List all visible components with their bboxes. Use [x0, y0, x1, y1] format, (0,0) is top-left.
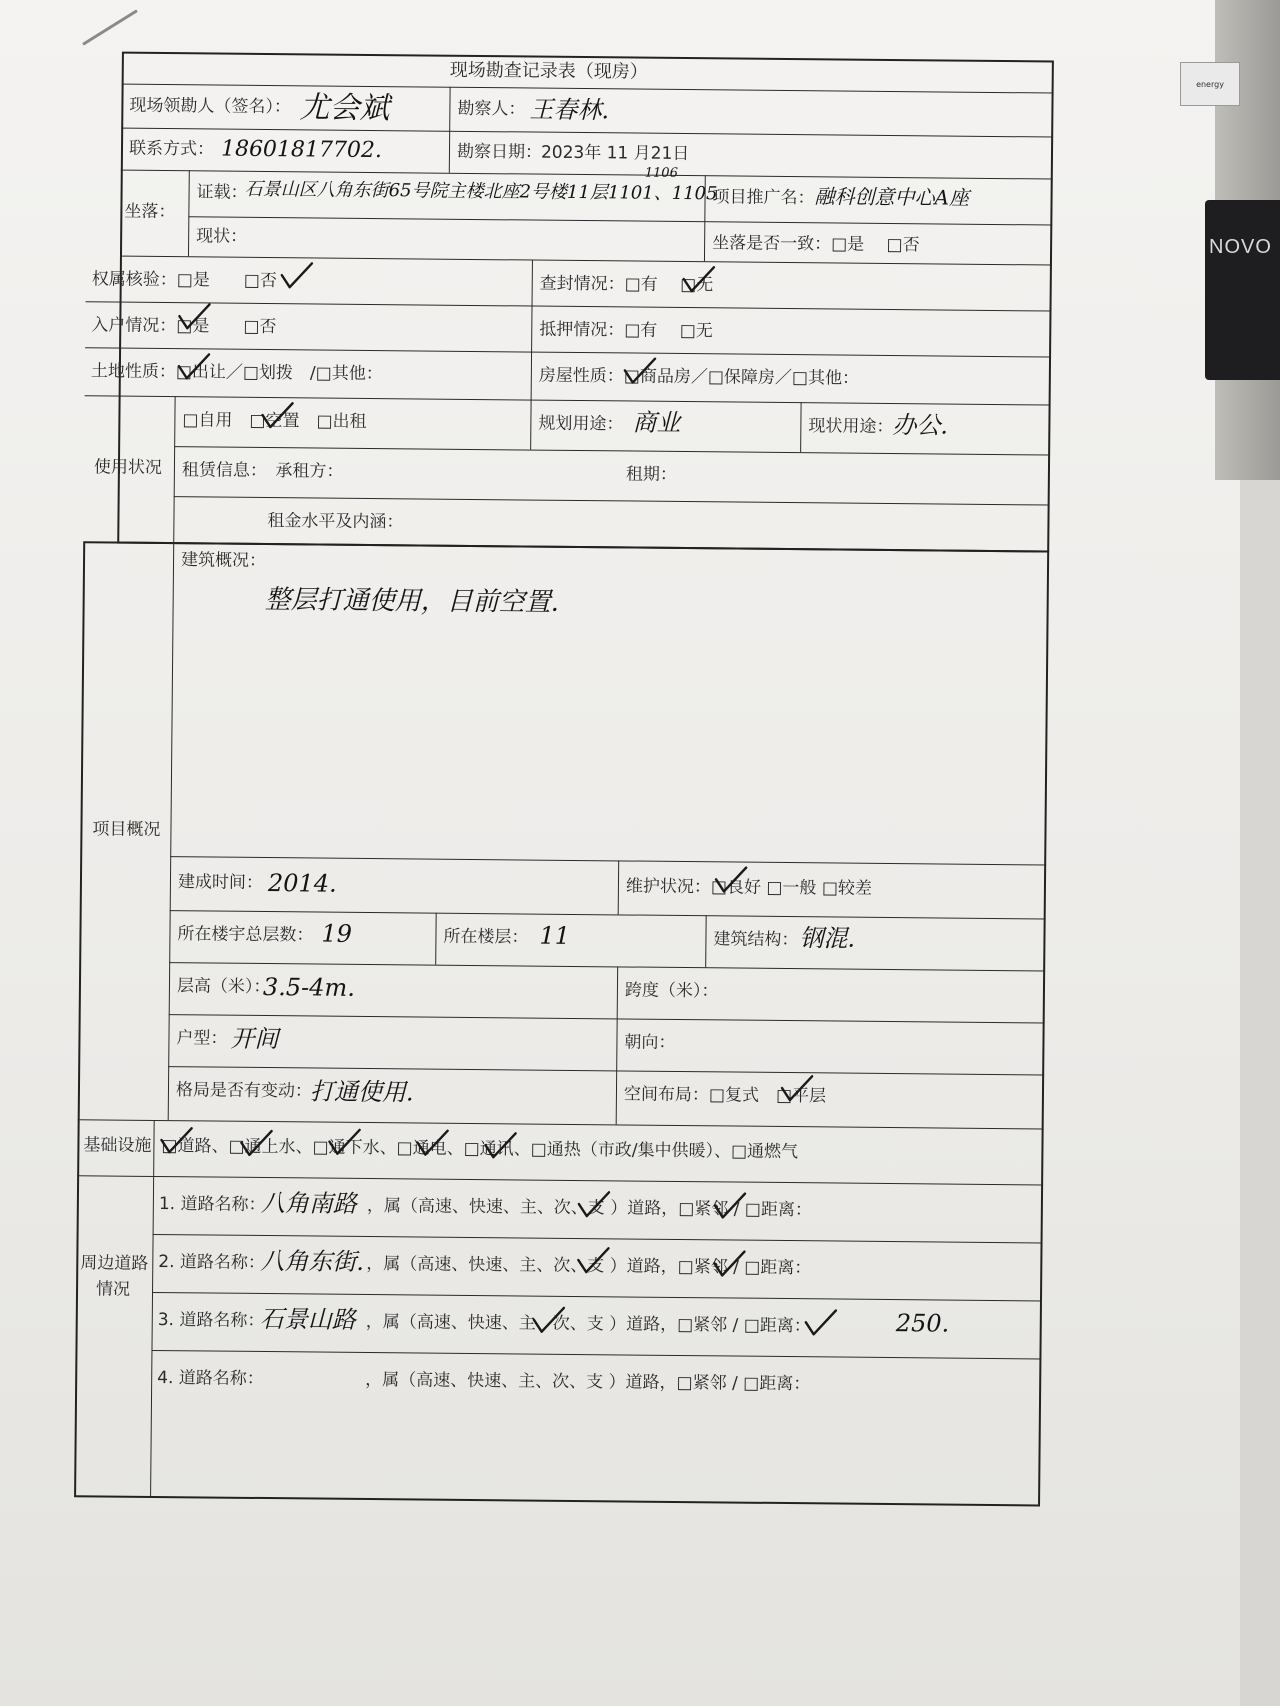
cert-label: 证载：	[196, 182, 248, 203]
check-mark	[157, 1126, 197, 1156]
mortgage-status: 抵押情况：□有 □无	[539, 319, 713, 342]
road-2-attributes: ，属（高速、快速、主、次、支 ）道路，□紧邻 / □距离：	[366, 1253, 812, 1279]
leader-signature: 尤会斌	[299, 90, 390, 127]
infrastructure-section-label: 基础设施	[83, 1135, 152, 1156]
building-overview-value: 整层打通使用，目前空置.	[264, 584, 560, 618]
project-section-label: 项目概况	[92, 819, 161, 841]
total-floors-value: 19	[321, 919, 353, 948]
check-mark	[711, 1191, 751, 1221]
location-match: 坐落是否一致：□是 □否	[712, 233, 920, 256]
check-mark	[778, 1074, 818, 1104]
entry-status: 入户情况：□是 □否	[91, 315, 277, 338]
laptop-edge	[1205, 200, 1280, 380]
surveyor-label: 勘察人：	[457, 98, 526, 120]
road-1-attributes: ，属（高速、快速、主、次、支 ）道路，□紧邻 / □距离：	[366, 1195, 813, 1221]
project-name-value: 融科创意中心A座	[814, 184, 970, 210]
house-nature: 房屋性质：□商品房／□保障房／□其他：	[538, 365, 860, 389]
layout-change-label: 格局是否有变动：	[175, 1080, 313, 1102]
location-label: 坐落：	[124, 201, 176, 223]
floor-height-value: 3.5-4m.	[262, 972, 356, 1002]
floor-label: 所在楼层：	[443, 926, 529, 948]
orientation-label: 朝向：	[624, 1032, 676, 1053]
cert-note: 1106	[644, 165, 678, 181]
structure-label: 建筑结构：	[713, 929, 799, 951]
check-mark	[237, 1129, 277, 1159]
check-mark	[258, 401, 298, 431]
building-overview-label: 建筑概况：	[180, 550, 267, 572]
roads-section-label: 周边道路	[80, 1253, 149, 1274]
road-3-label: 3. 道路名称：	[157, 1309, 265, 1332]
floor-height-label: 层高（米）：	[176, 976, 271, 998]
survey-form	[46, 45, 1150, 1525]
lease-term-label: 租期：	[625, 464, 677, 485]
cert-address: 石景山区八角东街65号院主楼北座2号楼11层1101、1105	[244, 178, 718, 205]
maintenance-status: 维护状况：□良好 □一般 □较差	[625, 876, 873, 899]
check-mark	[413, 1128, 453, 1158]
unit-type-label: 户型：	[176, 1028, 228, 1049]
current-use-value: 办公.	[892, 411, 949, 440]
road-2-name: 八角东街.	[260, 1246, 365, 1276]
road-3-attributes: ，属（高速、快速、主、次、支 ）道路，□紧邻 / □距离：	[365, 1311, 811, 1337]
check-mark	[712, 865, 752, 895]
built-time-value: 2014.	[267, 869, 337, 898]
rent-level-label: 租金水平及内涵：	[267, 511, 404, 533]
road-2-label: 2. 道路名称：	[158, 1252, 266, 1274]
current-status-label: 现状：	[196, 226, 248, 247]
built-time-label: 建成时间：	[177, 872, 264, 893]
span-label: 跨度（米）：	[624, 980, 719, 1002]
leader-label: 现场领勘人（签名）：	[129, 95, 292, 118]
check-mark	[575, 1190, 615, 1220]
ownership-check: 权属核验：□是 □否	[91, 269, 277, 292]
space-layout: 空间布局：□复式 □平层	[623, 1084, 827, 1107]
survey-date-label: 勘察日期：	[456, 141, 543, 163]
current-use-label: 现状用途：	[808, 416, 894, 438]
structure-value: 钢混.	[799, 924, 856, 953]
infrastructure-options: □道路、□通上水、□通下水、□通电、□通讯、□通热（市政/集中供暖）、□通燃气	[161, 1136, 799, 1163]
contact-label: 联系方式：	[128, 138, 215, 160]
lease-info-label: 租赁信息： 承租方：	[181, 460, 344, 482]
check-mark	[175, 352, 215, 382]
seal-status: 查封情况：□有 □无	[539, 273, 714, 296]
surveyor-signature: 王春林.	[529, 95, 610, 125]
road-4-label: 4. 道路名称：	[157, 1367, 264, 1390]
total-floors-label: 所在楼宇总层数：	[177, 924, 314, 946]
check-mark	[574, 1246, 614, 1276]
layout-change-value: 打通使用.	[309, 1077, 414, 1107]
road-4-attributes: ，属（高速、快速、主、次、支 ）道路，□紧邻 / □距离：	[365, 1369, 811, 1395]
road-3-distance: 250.	[895, 1309, 950, 1338]
energy-star-sticker: energy	[1180, 62, 1240, 106]
check-mark	[481, 1131, 521, 1161]
check-mark	[278, 261, 318, 291]
road-3-name: 石景山路	[259, 1304, 356, 1334]
usage-options: □自用 □空置 □出租	[182, 410, 367, 432]
unit-type-value: 开间	[230, 1024, 279, 1054]
planned-use-value: 商业	[632, 408, 681, 437]
form-title: 现场勘查记录表（现房）	[449, 59, 648, 83]
laptop-brand-logo: NOVO	[1209, 236, 1272, 258]
check-mark	[680, 265, 720, 295]
road-1-label: 1. 道路名称：	[158, 1194, 266, 1216]
floor-value: 11	[539, 921, 571, 950]
planned-use-label: 规划用途：	[538, 413, 624, 435]
form-frame-bottom	[74, 541, 1049, 1506]
check-mark	[325, 1128, 365, 1158]
road-1-name: 八角南路	[260, 1188, 358, 1218]
check-mark	[530, 1306, 570, 1336]
project-name-label: 项目推广名：	[712, 187, 815, 209]
roads-section-label-2: 情况	[95, 1279, 131, 1300]
land-nature: 土地性质：□出让／□划拨 /□其他：	[90, 361, 383, 385]
check-mark	[621, 356, 661, 386]
check-mark	[710, 1249, 750, 1279]
contact-value: 18601817702.	[220, 136, 383, 164]
survey-date-value: 2023年 11 月21日	[540, 142, 690, 165]
usage-section-label: 使用状况	[93, 457, 163, 478]
check-mark	[802, 1308, 842, 1338]
check-mark	[175, 302, 215, 332]
